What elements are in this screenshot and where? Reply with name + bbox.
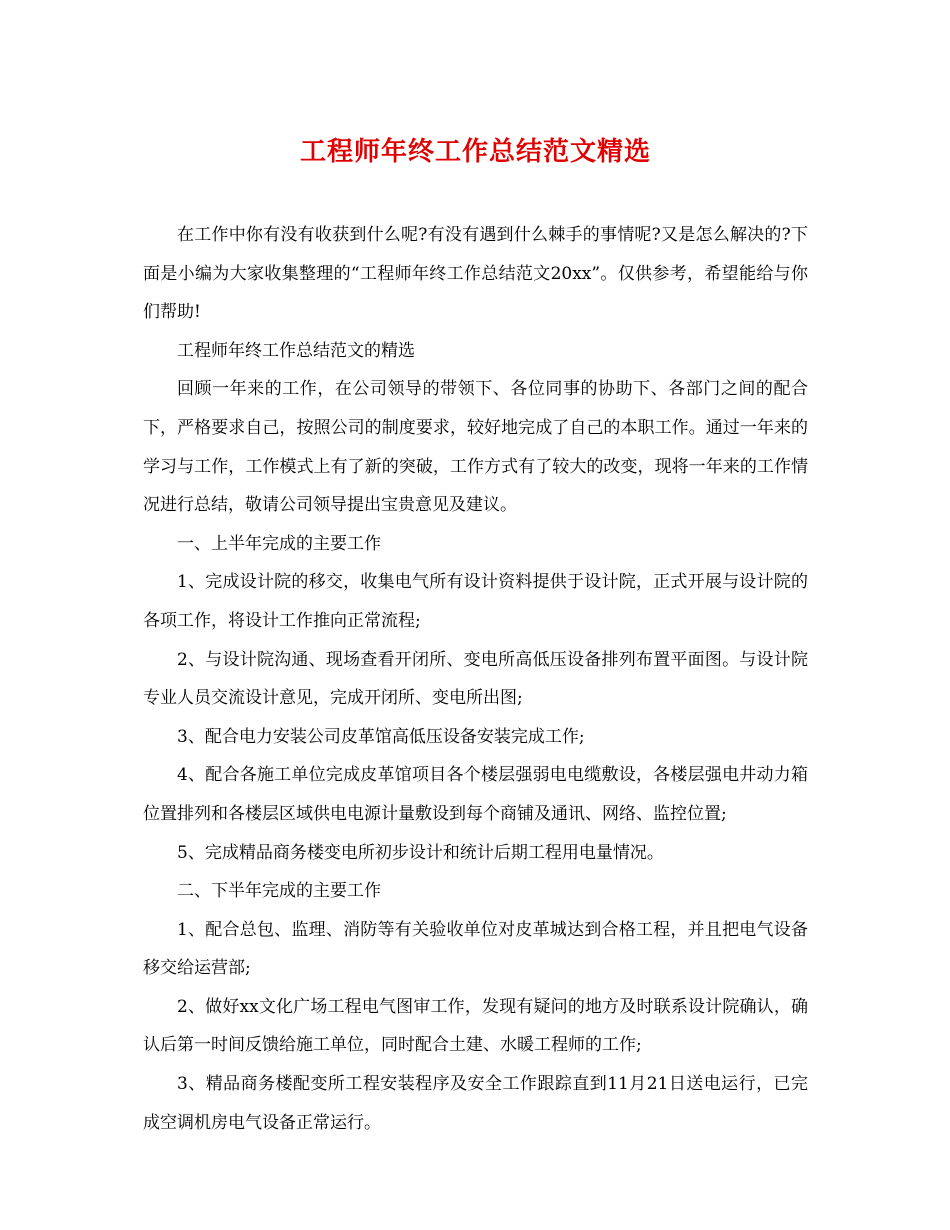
list-item: 2、做好xx文化广场工程电气图审工作，发现有疑问的地方及时联系设计院确认，确认后第一时间反馈给施工单位，同时配合土建、水暖工程师的工作;: [143, 996, 808, 1056]
paragraph-subtitle: 工程师年终工作总结范文的精选: [177, 340, 415, 361]
paragraph-review: 回顾一年来的工作，在公司领导的带领下、各位同事的协助下、各部门之间的配合下，严格要求自己，按照公司的制度要求，较好地完成了自己的本职工作。通过一年来的学习与工作，工作模式上有了新的突破，工作方式有了较大的改变，现将一年来的工作情况进行总结，敬请公司领导提出宝贵意见及建议。: [143, 379, 808, 516]
list-item: 2、与设计院沟通、现场查看开闭所、变电所高低压设备排列布置平面图。与设计院专业人员交流设计意见，完成开闭所、变电所出图;: [143, 649, 808, 709]
section-heading-second-half: 二、下半年完成的主要工作: [177, 881, 381, 902]
list-item: 1、配合总包、监理、消防等有关验收单位对皮革城达到合格工程，并且把电气设备移交给运营部;: [143, 919, 808, 979]
list-item: 4、配合各施工单位完成皮革馆项目各个楼层强弱电电缆敷设，各楼层强电井动力箱位置排列和各楼层区域供电电源计量敷设到每个商铺及通讯、网络、监控位置;: [143, 765, 808, 824]
list-item: 1、完成设计院的移交，收集电气所有设计资料提供于设计院，正式开展与设计院的各项工作，将设计工作推向正常流程;: [143, 572, 808, 631]
document-title: 工程师年终工作总结范文精选: [299, 137, 651, 167]
section-heading-first-half: 一、上半年完成的主要工作: [177, 533, 381, 554]
document-body: [143, 216, 808, 1142]
list-item: 3、精品商务楼配变所工程安装程序及安全工作跟踪直到11月21日送电运行，已完成空调机房电气设备正常运行。: [143, 1074, 808, 1133]
paragraph-intro: 在工作中你有没有收获到什么呢?有没有遇到什么棘手的事情呢?又是怎么解决的?下面是小编为大家收集整理的“工程师年终工作总结范文20xx”。仅供参考，希望能给与你们帮助!: [143, 225, 808, 323]
list-item: 3、配合电力安装公司皮革馆高低压设备安装完成工作;: [177, 726, 585, 747]
list-item: 5、完成精品商务楼变电所初步设计和统计后期工程用电量情况。: [177, 842, 664, 863]
document-page: [143, 128, 808, 1142]
